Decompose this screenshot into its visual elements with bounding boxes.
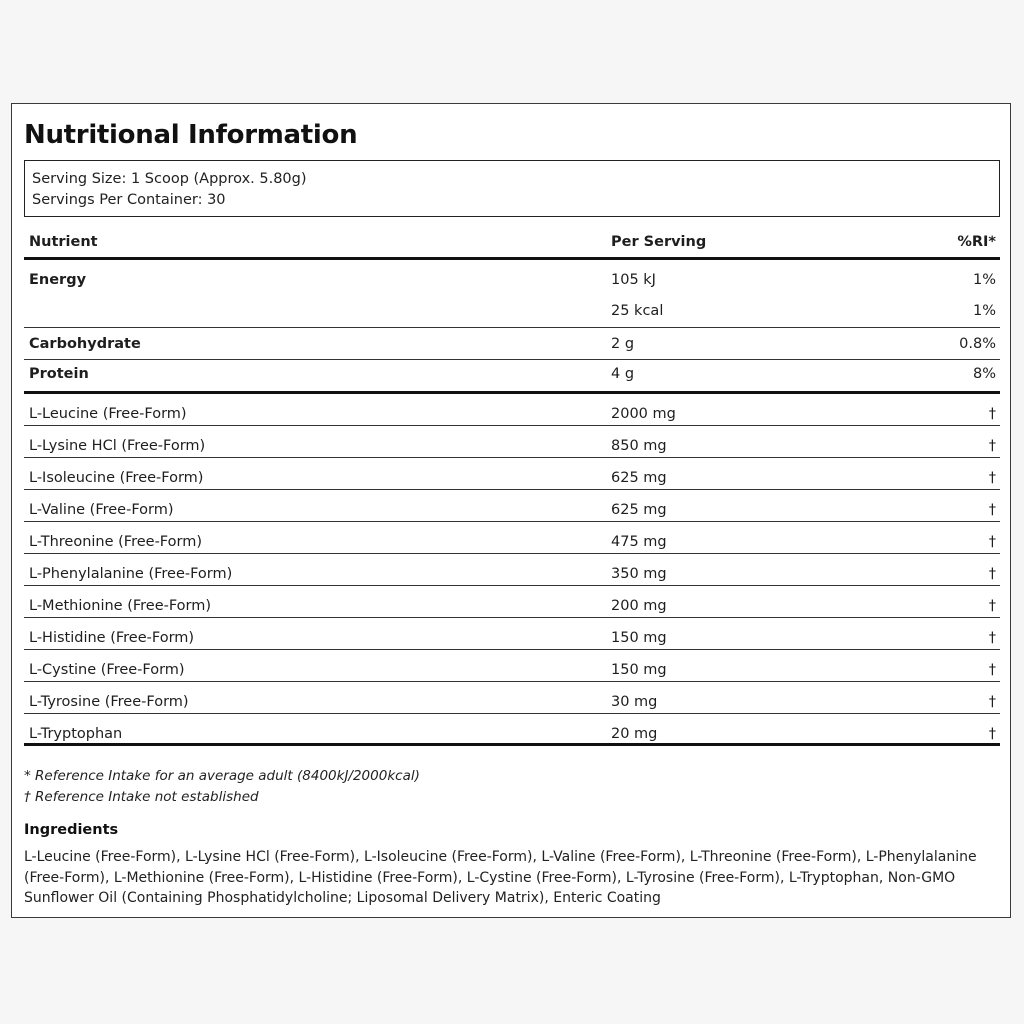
footnotes [24, 766, 420, 808]
amino-acid-amount: 625 mg [611, 502, 667, 518]
table-row [24, 426, 1000, 458]
table-row [24, 490, 1000, 522]
protein-amount: 4 g [611, 366, 635, 382]
carbohydrate-row [24, 328, 1000, 360]
serving-info-box [24, 160, 1000, 217]
table-row [24, 682, 1000, 714]
page-title: Nutritional Information [24, 120, 358, 150]
nutrition-table [24, 228, 1000, 746]
amino-acid-name: L-Valine (Free-Form) [29, 502, 174, 518]
amino-acid-name: L-Leucine (Free-Form) [29, 406, 187, 422]
amino-acid-amount: 350 mg [611, 566, 667, 582]
nutrition-panel [11, 103, 1011, 918]
amino-acid-name: L-Phenylalanine (Free-Form) [29, 566, 233, 582]
amino-acid-amount: 625 mg [611, 470, 667, 486]
protein-ri: 8% [972, 366, 996, 382]
ingredients-heading: Ingredients [24, 822, 119, 838]
amino-acid-ri: † [988, 694, 996, 710]
amino-acid-name: L-Lysine HCl (Free-Form) [29, 438, 206, 454]
amino-acid-ri: † [988, 534, 996, 550]
amino-acid-amount: 150 mg [611, 630, 667, 646]
amino-acid-ri: † [988, 630, 996, 646]
amino-acid-name: L-Tyrosine (Free-Form) [29, 694, 189, 710]
amino-acid-ri: † [988, 406, 996, 422]
amino-acid-name: L-Cystine (Free-Form) [29, 662, 185, 678]
amino-acid-ri: † [988, 662, 996, 678]
amino-acid-ri: † [988, 470, 996, 486]
servings-per-container: Servings Per Container: 30 [32, 192, 226, 208]
amino-acid-name: L-Histidine (Free-Form) [29, 630, 195, 646]
amino-acid-ri: † [988, 726, 996, 742]
amino-acid-amount: 475 mg [611, 534, 667, 550]
carbohydrate-label: Carbohydrate [29, 336, 141, 352]
energy-kcal-amount: 25 kcal [611, 303, 664, 319]
amino-acid-amount: 200 mg [611, 598, 667, 614]
energy-kj-ri: 1% [972, 272, 996, 288]
carbohydrate-amount: 2 g [611, 336, 635, 352]
header-per-serving: Per Serving [611, 234, 707, 250]
energy-label: Energy [29, 272, 87, 288]
amino-acid-ri: † [988, 502, 996, 518]
table-row [24, 618, 1000, 650]
amino-acid-name: L-Isoleucine (Free-Form) [29, 470, 204, 486]
amino-acid-name: L-Methionine (Free-Form) [29, 598, 212, 614]
table-header-row [24, 228, 1000, 260]
amino-acid-name: L-Tryptophan [29, 726, 123, 742]
table-row [24, 522, 1000, 554]
footnote-reference-intake: * Reference Intake for an average adult (8400kJ/2000kcal) [24, 768, 420, 784]
serving-size: Serving Size: 1 Scoop (Approx. 5.80g) [32, 171, 307, 187]
energy-kj-amount: 105 kJ [611, 272, 656, 288]
table-row [24, 650, 1000, 682]
amino-acid-ri: † [988, 598, 996, 614]
energy-row [24, 260, 1000, 328]
amino-acid-amount: 2000 mg [611, 406, 676, 422]
table-row [24, 394, 1000, 426]
ingredients-text: L-Leucine (Free-Form), L-Lysine HCl (Free-Form), L-Isoleucine (Free-Form), L-Valine (Free-Form), L-Threonine (Free-Form), L-Phenylalanine (Free-Form), L-Methionine (Free-Form), L-Histidine (Free-Form), L-Cystine (Free-Form), L-Tyrosine (Free-Form), L-Tryptophan, Non-GMO Sunflower Oil (Containing Phosphatidylcholine; Liposomal Delivery Matrix), Enteric Coating [24, 849, 977, 906]
table-row [24, 554, 1000, 586]
amino-acid-amount: 150 mg [611, 662, 667, 678]
amino-acid-amount: 850 mg [611, 438, 667, 454]
amino-acid-ri: † [988, 438, 996, 454]
energy-kcal-ri: 1% [972, 303, 996, 319]
amino-acid-amount: 30 mg [611, 694, 658, 710]
header-ri: %RI* [957, 234, 996, 250]
table-row [24, 714, 1000, 746]
footnote-not-established: † Reference Intake not established [24, 789, 259, 805]
protein-row [24, 360, 1000, 394]
amino-acid-name: L-Threonine (Free-Form) [29, 534, 202, 550]
carbohydrate-ri: 0.8% [959, 336, 996, 352]
table-row [24, 458, 1000, 490]
header-nutrient: Nutrient [29, 234, 98, 250]
protein-label: Protein [29, 366, 89, 382]
table-row [24, 586, 1000, 618]
amino-acid-ri: † [988, 566, 996, 582]
amino-acid-amount: 20 mg [611, 726, 658, 742]
